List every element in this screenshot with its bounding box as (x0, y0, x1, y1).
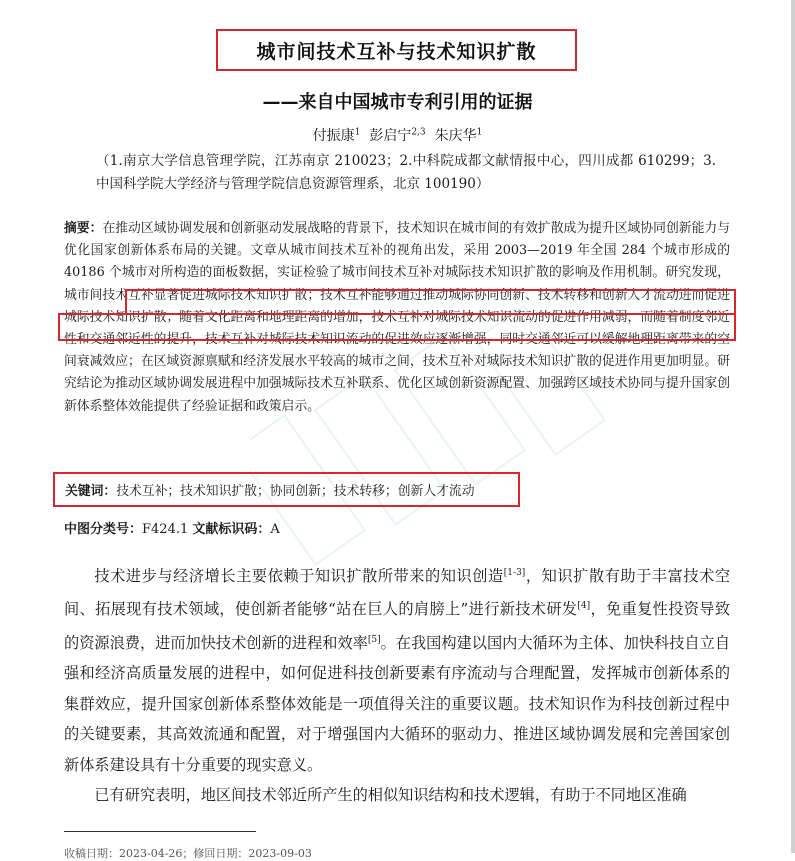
body-text-span: ，知识扩散有助于丰富技术空间、拓展现有技术领域，使创新者能够“站在巨人的肩膀上”进行新技术研发 (64, 567, 731, 619)
affiliations: （1.南京大学信息管理学院，江苏南京 210023；2.中科院成都文献情报中心，四川成都 610299；3.中国科学院大学经济与管理学院信息资源管理系，北京 100190） (96, 153, 716, 192)
body-paragraph: 已有研究表明，地区间技术邻近所产生的相似知识结构和技术逻辑，有助于不同地区准确 (94, 786, 687, 805)
author-name: 朱庆华 (434, 128, 477, 144)
abstract-text: 在推动区域协调发展和创新驱动发展战略的背景下，技术知识在城市间的有效扩散成为提升区域协同创新能力与优化国家创新体系布局的关键。文章从城市间技术互补的视角出发，采用 2003—2019 年全国 284 个城市形成的 40186 个城市对所构造的面板数据，实证检验了城市间技术互补对城际技术知识扩散的影响及作用机制。 (64, 221, 731, 281)
clc-label: 中图分类号： (64, 522, 143, 537)
author-name: 彭启宁 (369, 128, 412, 144)
author-affiliation-mark: 1 (476, 127, 483, 138)
body-text (64, 558, 730, 810)
classification-line (64, 518, 280, 537)
citation-ref[interactable]: [1-3] (503, 568, 526, 578)
author-affiliation-mark: 2,3 (411, 127, 426, 138)
abstract-highlight-box (58, 313, 736, 341)
doc-code-label: 文献标识码： (192, 522, 271, 537)
body-text-span: 。在我国构建以国内大循环为主体、加快科技自立自强和经济高质量发展的进程中，如何促进科技创新要素有序流动与合理配置，发挥城市创新体系的集群效应，提升国家创新体系整体效能是一项值得关注的重要议题。技术知识作为科技创新过程中的关键要素，其高效流通和配置，对于增强国内大循环的驱动力、推进区域协调发展和完善国家创新体系建设具有十分重要的现实意义。 (64, 634, 731, 774)
keywords-text: 技术互补；技术知识扩散；协同创新；技术转移；创新人才流动 (116, 484, 475, 499)
author-list (0, 125, 795, 145)
abstract-highlighted-text: 研究发现，城市间技术互补显著促进城际技术知识扩散；技术互补能够通过推动城际协同创新、技术转移和创新人才流动进而促进城际技术知识扩散；随着文化距离和地理距离的增加，技术互补对城际技 (64, 265, 731, 325)
paper-subtitle: ——来自中国城市专利引用的证据 (262, 92, 533, 113)
citation-ref[interactable]: [5] (367, 634, 381, 645)
author-name: 付振康 (312, 128, 355, 144)
page-edge (791, 0, 795, 853)
abstract-highlight-box (125, 289, 736, 315)
paper-title: 城市间技术互补与技术知识扩散 (256, 40, 537, 63)
abstract-label: 摘要： (64, 221, 103, 236)
footnote: 收稿日期：2023-04-26；修回日期：2023-09-03 (64, 847, 312, 860)
citation-ref[interactable]: [4] (577, 601, 591, 612)
keywords-box (53, 472, 520, 507)
keywords-label: 关键词： (65, 484, 117, 499)
abstract-text: 术知识流动的促进作用减弱，而随着制度邻近性和交通邻近性的提升，技术互补对城际技术知识流动的促进效应逐渐增强，同时交通邻近可以缓解地理距离带来的空间衰减效应；在区域资源禀赋和经济发展水平较高的城市之间，技术互补对城际技术知识扩散的促进作用更加明显。研究结论为推动区域协调发展进程中加强城际技术互补联系、优化区域创新资源配置、加强跨区域技术协同与提升国家创新体系整体效能提供了经验证据和政策启示。 (64, 309, 731, 414)
doc-code-value: A (270, 522, 280, 537)
clc-value: F424.1 (142, 522, 189, 537)
body-text-span: 技术进步与经济增长主要依赖于知识扩散所带来的知识创造 (94, 567, 504, 586)
title-highlight-box (216, 29, 577, 71)
body-paragraph (64, 558, 730, 780)
author-affiliation-mark: 1 (354, 127, 361, 138)
body-text-span: ，免重复性投资导致的资源浪费，进而加快技术创新的进程和效率 (64, 600, 731, 652)
footnote-rule (64, 831, 256, 832)
